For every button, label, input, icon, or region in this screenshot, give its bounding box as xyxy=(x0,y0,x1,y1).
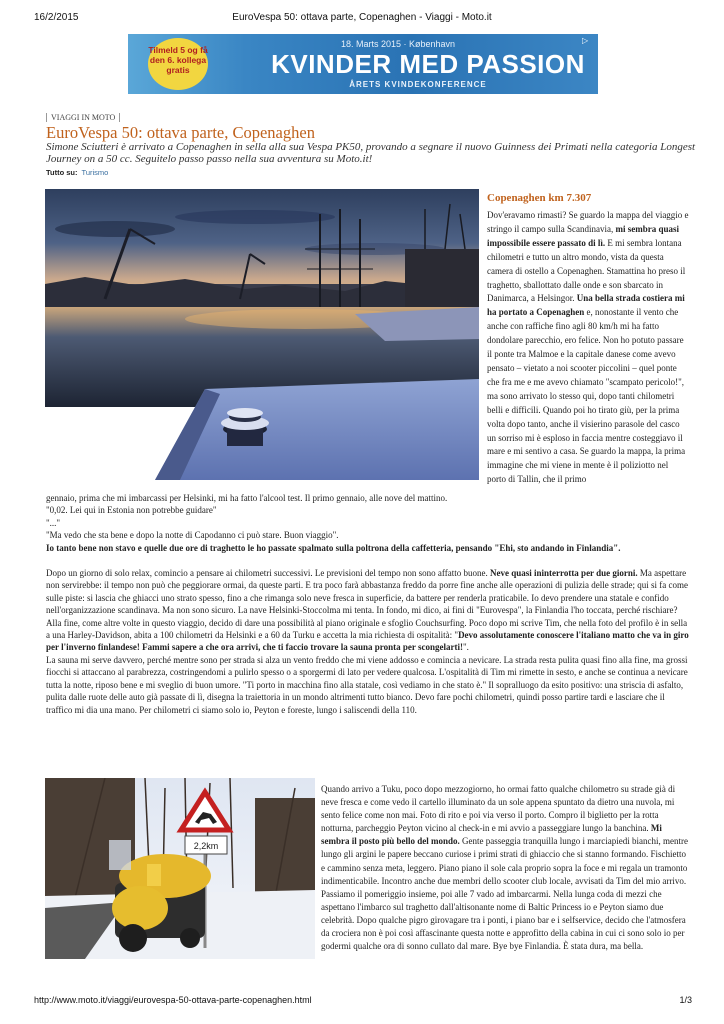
ad-subline: ÅRETS KVINDEKONFERENCE xyxy=(349,80,487,89)
article-body-top xyxy=(46,492,692,716)
print-date: 16/2/2015 xyxy=(34,12,79,23)
side-heading: Copenaghen km 7.307 xyxy=(487,192,592,204)
article-intro: Simone Sciutteri è arrivato a Copenaghen in sella alla sua Vespa PK50, provando a segnare il nuovo Guinness dei Primati nella categoria Longest Journey on a 50 cc. Seguitelo passo passo nella sua avventura su Moto.it! xyxy=(46,141,696,165)
text-run: Gente passeggia tranquilla lungo i marciapiedi bianchi, mentre lungo gli argini le papere beccano curiose i primi strati di ghiaccio che si stanno formando. Fischietto e cammino senza meta, leggero. Piano piano il sole cala proprio sopra la foce e mi regala un tramonto indimenticabile. Incontro anche due membri dello scooter club locale, avvisati da Tim del mio arrivo. Passiamo il pomeriggio insieme, poi alle 7 vado ad imbarcarmi. Nella lunga coda di mezzi che aspettano l'imbarco sul traghetto dall'altisonante nome di Baltic Princess io e Peyton siamo due celebrità. Dopo qualche pigro girovagare tra i ponti, i piano bar e i selfservice, decido che l'atmosfera da crociera non è poi così affascinante questa notte e approfitto della cabina in cui ci sono solo io per godermi qualche ora di sonno cullato dal mare. Bye bye Finlandia. È stata dura, ma bella. xyxy=(321,836,688,952)
text-run: e, nonostante il vento che anche con raffiche fino agli 80 km/h mi ha fatto dondolare parecchio, ero felice. Non ho potuto passare il ponte tra Malmoe e la capitale danese come avevo pensato – vietato a noi scooter piccolini – quel ponte che fra me e me avevo chiamato "scampato pericolo!", ma sono arrivato lo stesso qui, dopo tanti chilometri belli e difficili. Quando poi ho tirato giù, per la prima volta dopo tanto, anche il visierino parasole del casco un sorriso mi è esploso in faccia mentre costeggiavo il mare e mi sentivo a casa. Se guardo la mappa, la prima immagine che mi viene in mente è il poliziotto nel porto di Tallin, che il primo xyxy=(487,307,686,485)
text-run: Dov'eravamo rimasti? Se guardo la mappa del viaggio e stringo il campo sulla Scandinavia, xyxy=(487,210,689,234)
quote-line: "..." xyxy=(46,517,61,528)
print-page-number: 1/3 xyxy=(679,995,692,1005)
bold-paragraph: Io tanto bene non stavo e quelle due ore di traghetto le ho passate spalmato sulla poltrona della caffetteria, pensando "Ehi, sto andando in Finlandia". xyxy=(46,542,621,553)
text-run: E mi sembra lontana chilometri e tutto un altro mondo, vista da questa camera di ostello a Copenaghen. Stamattina ho preso il traghetto, sballottato dalle onde e son sbarcato in Danimarca, a Helsingor. xyxy=(487,237,686,304)
side-paragraph xyxy=(487,209,689,487)
paragraph: La sauna mi serve davvero, perché mentre sono per strada si alza un vento freddo che mi viene addosso e comincia a nevicare. La strada resta pulita quasi fino alla fine, ma grossi fiocchi si attaccano al parabrezza, costringendomi a pulirlo spesso o a sporgermi di lato per vedere qualcosa. L'ospitalità di Tim mi rimette in sesto, e anche se continua a nevicare tutta la notte, riposo bene e mi sveglio di buon umore. "Ti porto in macchina fino alla statale, così vediamo in che stato è." Il sopralluogo da esito positivo: una striscia di asfalto, pulita dalle ruote delle auto già passate di lì, disegna la traiettoria in un mondo altrimenti tutto bianco. Devo fare pochi chilometri, quindi posso partire tardi e lasciare che il traffico mi dia una mano. Per chilometri ci siamo solo io, Peyton e foreste, lungo i saliscendi della 110. xyxy=(46,654,688,715)
sign-distance-text: 2,2km xyxy=(193,841,219,851)
section-label[interactable]: VIAGGI IN MOTO xyxy=(46,113,120,122)
print-url[interactable]: http://www.moto.it/viaggi/eurovespa-50-ottava-parte-copenaghen.html xyxy=(34,995,312,1005)
article-title: EuroVespa 50: ottava parte, Copenaghen xyxy=(46,123,315,142)
print-page-title: EuroVespa 50: ottava parte, Copenaghen - Viaggi - Moto.it xyxy=(232,12,492,23)
text-run: Ma aspettare non servirebbe: il tempo non può che peggiorare ormai, da queste parti. E tra poco farà abbastanza freddo da porre fine anche alle operazioni di pulizia delle strade; qui si fa come sulle piste: si lascia che ghiacci uno strato spesso, fino a che rimanga solo neve fresca in superficie, da battere per renderla praticabile. Io devo prendere una statale e confido nell'organizzazione scandinava. Ma non sono sicuro. La nave Helsinki-Stoccolma mi tenta. In fondo, mi dico, ai fini di "Eurovespa", la Finlandia l'ho toccata, perché rischiare? Alla fine, come altre volte in questo viaggio, decido di dare una possibilità al piano originale e sfoglio Couchsurfing. Poco dopo mi scrive Tim, che nella foto del profilo è in sella a una Harley-Davidson, abita a 100 chilometri da Helsinki e a 60 da Turku e accetta la mia richiesta di ospitalità: " xyxy=(46,568,688,641)
text-run-bold: Neve quasi ininterrotta per due giorni. xyxy=(489,568,638,579)
spacer xyxy=(46,554,692,567)
text-line: gennaio, prima che mi imbarcassi per Helsinki, mi ha fatto l'alcool test. Il primo gennaio, alle nove del mattino. xyxy=(46,493,448,503)
paragraph xyxy=(46,567,692,654)
ad-date: 18. Marts 2015 · København xyxy=(340,39,456,49)
text-run-bold: Devo assolutamente conoscere l'italiano matto che va in giro per l'inverno finlandese! Fammi sapere a che ora arrivi, che ti faccio trovare la sauna pronta per scongelarti! xyxy=(46,630,689,653)
ad-badge[interactable]: Tilmeld 5 og få den 6. kollega gratis xyxy=(148,38,208,90)
ad-headline[interactable]: KVINDER MED PASSION xyxy=(271,49,585,79)
text-run: ". xyxy=(462,642,469,653)
road-sign-photo xyxy=(45,778,315,959)
adchoices-icon[interactable]: ▷ xyxy=(582,36,589,45)
text-run: Dopo un giorno di solo relax, comincio a pensare ai chilometri successivi. Le previsioni del tempo non sono affatto buone. xyxy=(46,568,490,579)
print-header xyxy=(0,0,724,28)
tags-label: Tutto su: xyxy=(46,168,78,177)
bottom-paragraph xyxy=(321,783,691,953)
ad-banner[interactable] xyxy=(128,34,598,94)
text-run: Quando arrivo a Tuku, poco dopo mezzogiorno, ho ormai fatto qualche chilometro su strade già di neve fresca e come vedo il cartello illuminato da un sole appena spuntato da dietro una nuvola, mi sento felice come non mai. Foto di rito e poi via verso il porto. Compro il biglietto per la rotta notturna, parcheggio Peyton vicino al check-in e mi avvio a passeggiare lungo la banchina. xyxy=(321,784,676,834)
text-run-bold: mi sembra quasi impossibile essere passato di lì. xyxy=(487,223,679,248)
quote-line: "0,02. Lei qui in Estonia non potrebbe guidare" xyxy=(46,505,217,516)
tags xyxy=(46,168,108,177)
quote-line: "Ma vedo che sta bene e dopo la notte di Capodanno ci può stare. Buon viaggio". xyxy=(46,530,339,541)
harbor-sunset-photo xyxy=(45,189,479,480)
tag-link[interactable]: Turismo xyxy=(81,168,109,177)
text-run-bold: Una bella strada costiera mi ha portato a Copenaghen xyxy=(487,293,685,318)
text-run-bold: Mi sembra il posto più bello del mondo. xyxy=(321,823,662,847)
